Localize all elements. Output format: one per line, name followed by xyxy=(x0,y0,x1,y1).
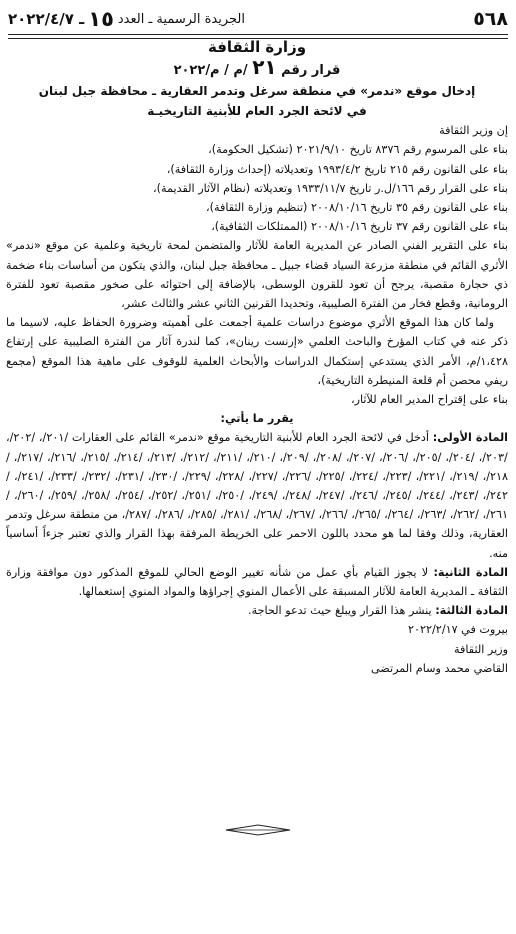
article-1 xyxy=(6,428,508,562)
signature-title: وزير الثقافة xyxy=(454,642,508,656)
issue-number: ١٥ xyxy=(88,7,114,31)
issue-date: ـ ٢٠٢٢/٤/٧ xyxy=(8,10,85,28)
article-label: المادة الثانية: xyxy=(433,565,508,579)
ministry-title: وزارة الثقافة xyxy=(207,38,307,56)
article-2 xyxy=(6,563,508,601)
article-label: المادة الأولى: xyxy=(432,431,508,445)
article-text: ينشر هذا القرار ويبلغ حيث تدعو الحاجة. xyxy=(248,604,432,618)
article-text: أدخل في لائحة الجرد العام للأبنية التاريخية موقع «ندمر» القائم على العقارات /٢٠١/، /٢٠٢/، /٢٠٣/، /٢٠٤/، /٢٠٥/، /٢٠٦/، /٢٠٧/، /٢٠٨/، /٢٠٩/، /٢١٠/، /٢١١/، /٢١٢/، /٢١٣/، /٢١٤/، /٢١٥/، /٢١٦/، /٢١٧/، /٢١٨/، /٢١٩/، /٢٢١/، /٢٢٣/، /٢٢٤/، /٢٢٥/، /٢٢٦/، /٢٢٧/، /٢٢٨/، /٢٢٩/، /٢٣٠/، /٢٣١/، /٢٣٢/، /٢٣٣/، /٢٤١/، /٢٤٢/، /٢٤٣/، /٢٤٤/، /٢٤٥/، /٢٤٦/، /٢٤٧/، /٢٤٨/، /٢٤٩/، /٢٥٠/، /٢٥١/، /٢٥٢/، /٢٥٤/، /٢٥٨/، /٢٥٩/، /٢٦٠/، /٢٦١/، /٢٦٢/، /٢٦٣/، /٢٦٤/، /٢٦٥/، /٢٦٦/، /٢٦٧/، /٢٦٨/، /٢٨١/، /٢٨٥/، /٢٨٦/، /٢٨٧/، من منطقة سرغل وتدمر العقارية، وذلك وفقا لما هو محدد باللون الاحمر على الخريطة المرفقة بهذا القرار والذي تعتبر جزءاً أساسياً منه. xyxy=(6,431,509,560)
page-header xyxy=(8,6,508,32)
article-label: المادة الثالثة: xyxy=(435,604,508,618)
end-ornament xyxy=(225,824,291,836)
preamble-line: بناء على القرار رقم ١٦٦/ل.ر تاريخ ١٩٣٣/١١/٧ وتعديلاته (نظام الآثار القديمة)، xyxy=(153,181,508,195)
gazette-title: الجريدة الرسمية ـ العدد xyxy=(117,11,245,27)
article-text: لا يجوز القيام بأي عمل من شأنه تغيير الوضع الحالي للموقع المذكور دون موافقة وزارة الثقافة ـ المديرية العامة للآثار المسبقة على الأعمال المنوي إجراؤها والمواد المنوي إستعمالها. xyxy=(6,565,508,599)
signature-name: القاضي محمد وسام المرتضى xyxy=(370,661,508,675)
preamble-line: بناء على القانون رقم ٣٧ تاريخ ٢٠٠٨/١٠/١٦ (الممتلكات الثقافية)، xyxy=(211,220,508,234)
decision-suffix: /م / م/٢٠٢٢ xyxy=(173,63,248,79)
proposal-line: بناء على إقتراح المدير العام للآثار، xyxy=(351,393,508,407)
document-body xyxy=(6,38,508,678)
page-number: ٥٦٨ xyxy=(473,8,508,30)
opening-line: إن وزير الثقافة xyxy=(439,124,508,138)
decides-heading: يقرر ما يأتي: xyxy=(220,412,294,426)
gazette-header xyxy=(8,7,245,31)
decision-prefix: قرار رقم xyxy=(281,63,341,79)
consideration-paragraph: ولما كان هذا الموقع الأثري موضوع دراسات علمية أجمعت على أهميته وضرورة الحفاظ عليه، لاسيما ما ذكر عنه في كتاب المؤرخ والباحث العلمي «إرنست رينان»، كما لندرة آثار من الفترة الصليبية على إرتفاع ١،٤٢٨/م، الأمر الذي يستدعي إستكمال الدراسات والأبحاث العلمية للوقوف على ماهية هذا الموقع (مجمع ريفي محصن أم قلعة المنيطرة التاريخية)، xyxy=(6,316,508,387)
decision-subject-1: إدخال موقع «ندمر» في منطقة سرغل وتدمر العقارية ـ محافظة جبل لبنان xyxy=(38,84,476,99)
article-3 xyxy=(6,601,508,620)
report-paragraph: بناء على التقرير الفني الصادر عن المديرية العامة للآثار والمتضمن لمحة تاريخية وعلمية عن موقع «ندمر» الأثري القائم في منطقة مزرعة السياد قضاء جبيل ـ محافظة جبل لبنان، والذي يتكون من أساسات بناء ضخمة ذي حجارة مقصبة، يرجح أن تعود للقرون الوسطى، بالإضافة إلى احتوائه على صخور مقصبة تعود للفترة الرومانية، وقطع فخار من الفترة الصليبية، وتحديدا القرنين الثاني عشر والثالث عشر، xyxy=(6,239,508,311)
decision-subject-2: في لائحة الجرد العام للأبنية التاريخيـة xyxy=(147,104,367,119)
preamble-line: بناء على القانون رقم ٣٥ تاريخ ٢٠٠٨/١٠/١٦ (تنظيم وزارة الثقافة)، xyxy=(206,201,508,215)
decision-num: ٢١ xyxy=(252,55,277,80)
preamble-line: بناء على المرسوم رقم ٨٣٧٦ تاريخ ٢٠٢١/٩/١٠ (تشكيل الحكومة)، xyxy=(208,143,508,157)
decision-number xyxy=(6,57,508,81)
signature-place-date: بيروت في ٢٠٢٢/٢/١٧ xyxy=(408,623,508,637)
preamble-line: بناء على القانون رقم ٢١٥ تاريخ ١٩٩٣/٤/٢ وتعديلاته (إحداث وزارة الثقافة)، xyxy=(166,162,508,176)
